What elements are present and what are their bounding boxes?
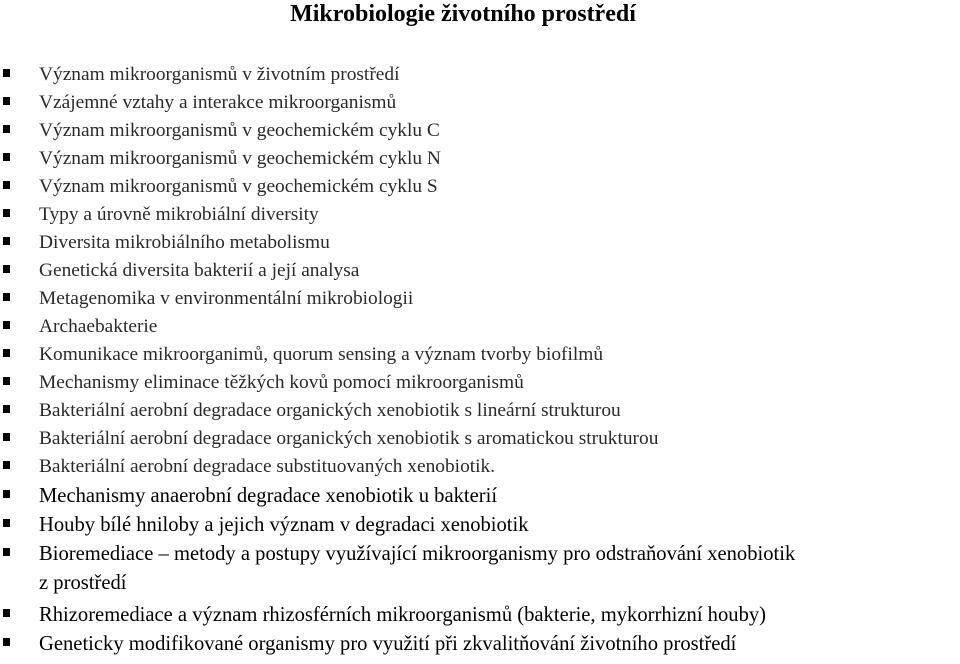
list-item-text: Mechanismy anaerobní degradace xenobiotik u bakterií	[39, 485, 498, 507]
list-item	[0, 426, 960, 454]
list-item	[0, 483, 960, 511]
list-item-text: Geneticky modifikované organismy pro využití při zkvalitňování životního prostředí	[39, 633, 737, 655]
square-bullet-icon	[3, 349, 10, 357]
list-item-text: Genetická diversita bakterií a její analysa	[39, 260, 360, 281]
list-item-text: Bakteriální aerobní degradace substituovaných xenobiotik.	[39, 456, 496, 477]
list-item	[0, 90, 960, 118]
square-bullet-icon	[3, 69, 10, 77]
square-bullet-icon	[3, 125, 10, 133]
square-bullet-icon	[3, 293, 10, 301]
square-bullet-icon	[3, 548, 10, 556]
square-bullet-icon	[3, 377, 10, 385]
list-item-text: Typy a úrovně mikrobiální diversity	[39, 204, 319, 225]
square-bullet-icon	[3, 433, 10, 441]
square-bullet-icon	[3, 265, 10, 273]
list-item	[0, 370, 960, 398]
list-item	[0, 512, 960, 540]
list-item-text: Archaebakterie	[39, 316, 158, 337]
list-item	[0, 398, 960, 426]
list-item-text: Metagenomika v environmentální mikrobiologii	[39, 288, 414, 309]
square-bullet-icon	[3, 237, 10, 245]
document-title: Mikrobiologie životního prostředí	[290, 1, 636, 27]
list-item	[0, 342, 960, 370]
list-item	[0, 258, 960, 286]
list-item-text: z prostředí	[39, 572, 127, 594]
list-item-text: Význam mikroorganismů v geochemickém cyklu N	[39, 148, 441, 169]
list-item-continuation	[0, 570, 960, 598]
list-item-text: Bakteriální aerobní degradace organických xenobiotik s aromatickou strukturou	[39, 428, 659, 449]
list-item-text: Význam mikroorganismů v geochemickém cyklu S	[39, 176, 438, 197]
list-item	[0, 286, 960, 314]
list-item-text: Diversita mikrobiálního metabolismu	[39, 232, 330, 253]
list-item	[0, 118, 960, 146]
list-item-text: Význam mikroorganismů v životním prostředí	[39, 64, 400, 85]
square-bullet-icon	[3, 321, 10, 329]
square-bullet-icon	[3, 181, 10, 189]
list-item-text: Vzájemné vztahy a interakce mikroorganismů	[39, 92, 397, 113]
list-item	[0, 541, 960, 569]
square-bullet-icon	[3, 405, 10, 413]
square-bullet-icon	[3, 153, 10, 161]
list-item-text: Mechanismy eliminace těžkých kovů pomocí mikroorganismů	[39, 372, 524, 393]
list-item-text: Komunikace mikroorganimů, quorum sensing a význam tvorby biofilmů	[39, 344, 604, 365]
list-item	[0, 62, 960, 90]
list-item-text: Bakteriální aerobní degradace organických xenobiotik s lineární strukturou	[39, 400, 621, 421]
square-bullet-icon	[3, 609, 10, 617]
square-bullet-icon	[3, 519, 10, 527]
square-bullet-icon	[3, 97, 10, 105]
list-item	[0, 602, 960, 630]
list-item	[0, 454, 960, 482]
list-item-text: Bioremediace – metody a postupy využívající mikroorganismy pro odstraňování xenobiotik	[39, 543, 796, 565]
list-item	[0, 314, 960, 342]
list-item-text: Houby bílé hniloby a jejich význam v degradaci xenobiotik	[39, 514, 529, 536]
list-item	[0, 631, 960, 659]
list-item-text: Rhizoremediace a význam rhizosférních mikroorganismů (bakterie, mykorrhizní houby)	[39, 604, 767, 626]
list-item	[0, 230, 960, 258]
square-bullet-icon	[3, 209, 10, 217]
square-bullet-icon	[3, 461, 10, 469]
list-item	[0, 202, 960, 230]
square-bullet-icon	[3, 490, 10, 498]
square-bullet-icon	[3, 638, 10, 646]
list-item	[0, 146, 960, 174]
list-item-text: Význam mikroorganismů v geochemickém cyklu C	[39, 120, 440, 141]
list-item	[0, 174, 960, 202]
